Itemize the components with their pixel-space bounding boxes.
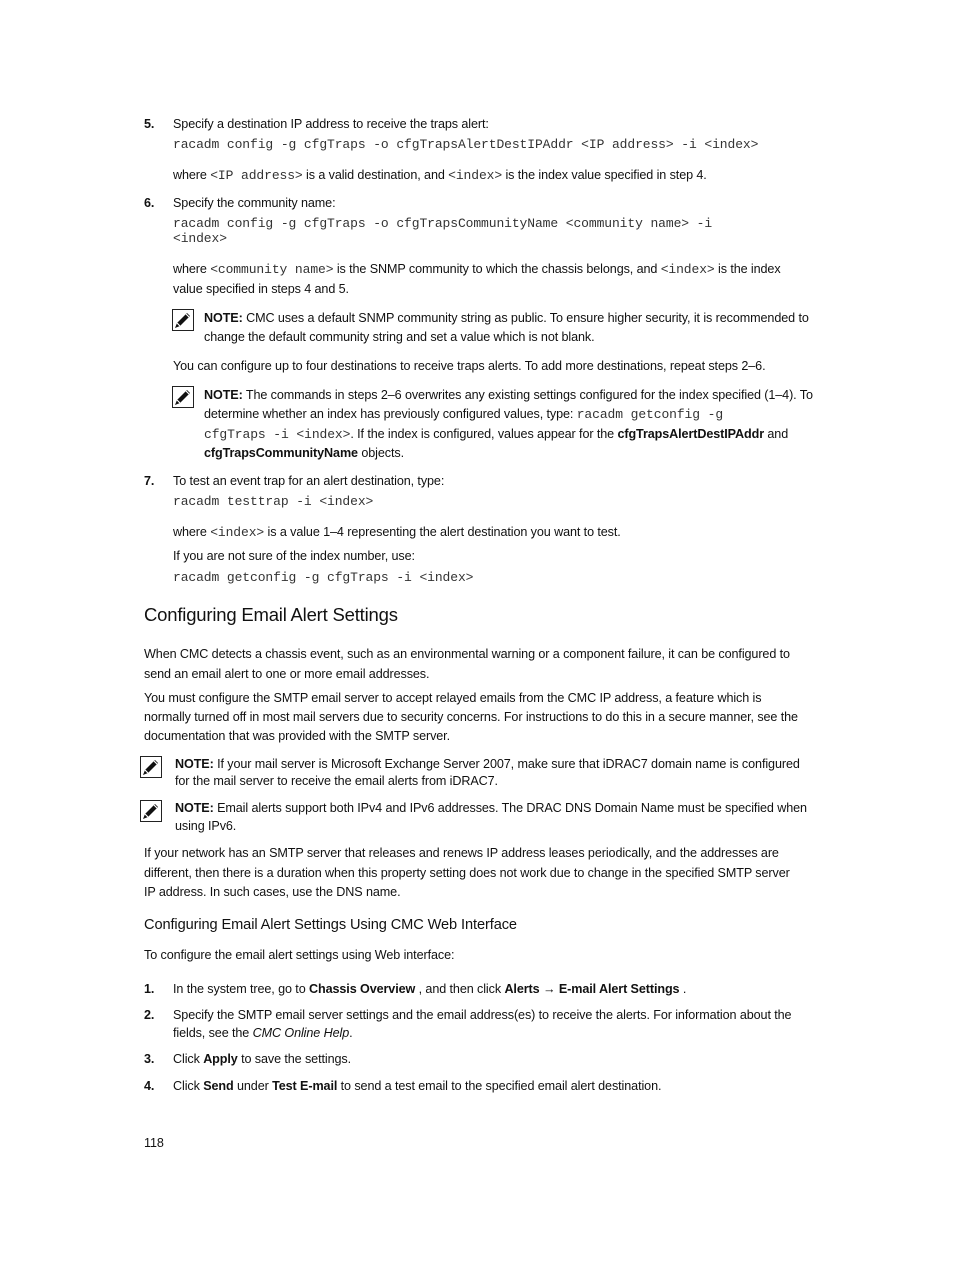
- step-text: Click Apply to save the settings.: [173, 1052, 351, 1066]
- step-text: Specify the SMTP email server settings and the email address(es) to receive the alerts. For information about the: [173, 1008, 792, 1022]
- paragraph: You can configure up to four destinations to receive traps alerts. To add more destinations, repeat steps 2–6.: [173, 359, 766, 373]
- note-text: NOTE: CMC uses a default SNMP community string as public. To ensure higher security, it is recommended to: [204, 311, 809, 325]
- note-text: cfgTrapsCommunityName objects.: [204, 446, 404, 460]
- step-text: In the system tree, go to Chassis Overview , and then click Alerts → E-mail Alert Settings .: [173, 982, 687, 996]
- step-where: where <community name> is the SNMP community to which the chassis belongs, and <index> is the index: [173, 262, 781, 277]
- note-pencil-icon: [140, 800, 162, 822]
- note-text: for the mail server to receive the email alerts from iDRAC7.: [175, 774, 498, 788]
- step-number: 7.: [144, 474, 155, 488]
- note-text: NOTE: If your mail server is Microsoft Exchange Server 2007, make sure that iDRAC7 domain name is configured: [175, 757, 800, 771]
- step-number: 4.: [144, 1079, 155, 1093]
- section-heading: Configuring Email Alert Settings: [144, 604, 398, 625]
- code-line: racadm config -g cfgTraps -o cfgTrapsAlertDestIPAddr <IP address> -i <index>: [173, 137, 759, 152]
- step-number: 5.: [144, 117, 155, 131]
- page-number: 118: [144, 1136, 164, 1150]
- code-line: racadm config -g cfgTraps -o cfgTrapsCommunityName <community name> -i: [173, 216, 713, 231]
- note-text: NOTE: Email alerts support both IPv4 and IPv6 addresses. The DRAC DNS Domain Name must be specified when: [175, 801, 807, 815]
- step-text: To test an event trap for an alert destination, type:: [173, 474, 445, 488]
- paragraph: IP address. In such cases, use the DNS name.: [144, 885, 401, 899]
- step-text: Click Send under Test E-mail to send a test email to the specified email alert destination.: [173, 1079, 662, 1093]
- note-text: change the default community string and set a value which is not blank.: [204, 330, 595, 344]
- step-where: where <IP address> is a valid destination, and <index> is the index value specified in step 4.: [173, 168, 707, 183]
- step-number: 6.: [144, 196, 155, 210]
- step-where-cont: value specified in steps 4 and 5.: [173, 282, 349, 296]
- step-where: where <index> is a value 1–4 representing the alert destination you want to test.: [173, 525, 621, 540]
- code-line: racadm testtrap -i <index>: [173, 494, 374, 509]
- paragraph: You must configure the SMTP email server to accept relayed emails from the CMC IP address, a feature which is: [144, 691, 762, 705]
- paragraph: If your network has an SMTP server that releases and renews IP address leases periodically, and the addresses are: [144, 846, 779, 860]
- paragraph: documentation that was provided with the SMTP server.: [144, 729, 450, 743]
- paragraph: send an email alert to one or more email addresses.: [144, 667, 430, 681]
- subsection-heading: Configuring Email Alert Settings Using CMC Web Interface: [144, 917, 517, 933]
- paragraph: different, then there is a duration when this property setting does not work due to change in the specified SMTP server: [144, 866, 790, 880]
- paragraph: To configure the email alert settings using Web interface:: [144, 948, 455, 962]
- note-pencil-icon: [172, 309, 194, 331]
- note-pencil-icon: [172, 386, 194, 408]
- step-number: 2.: [144, 1008, 155, 1022]
- note-text: cfgTraps -i <index>. If the index is configured, values appear for the cfgTrapsAlertDestIPAddr and: [204, 427, 789, 442]
- note-text: using IPv6.: [175, 819, 237, 833]
- note-text: NOTE: The commands in steps 2–6 overwrites any existing settings configured for the index specified (1–4). To: [204, 388, 813, 402]
- step-number: 1.: [144, 982, 155, 996]
- step-number: 3.: [144, 1052, 155, 1066]
- code-line: racadm getconfig -g cfgTraps -i <index>: [173, 570, 474, 585]
- step-text: Specify a destination IP address to receive the traps alert:: [173, 117, 489, 131]
- paragraph: When CMC detects a chassis event, such as an environmental warning or a component failure, it can be configured to: [144, 647, 790, 661]
- code-line: <index>: [173, 231, 227, 246]
- paragraph: If you are not sure of the index number, use:: [173, 549, 415, 563]
- note-text: determine whether an index has previously configured values, type: racadm getconfig -g: [204, 407, 724, 422]
- note-pencil-icon: [140, 756, 162, 778]
- step-text: fields, see the CMC Online Help.: [173, 1026, 353, 1040]
- step-text: Specify the community name:: [173, 196, 336, 210]
- paragraph: normally turned off in most mail servers due to security concerns. For instructions to do this in a secure manner, see the: [144, 710, 798, 724]
